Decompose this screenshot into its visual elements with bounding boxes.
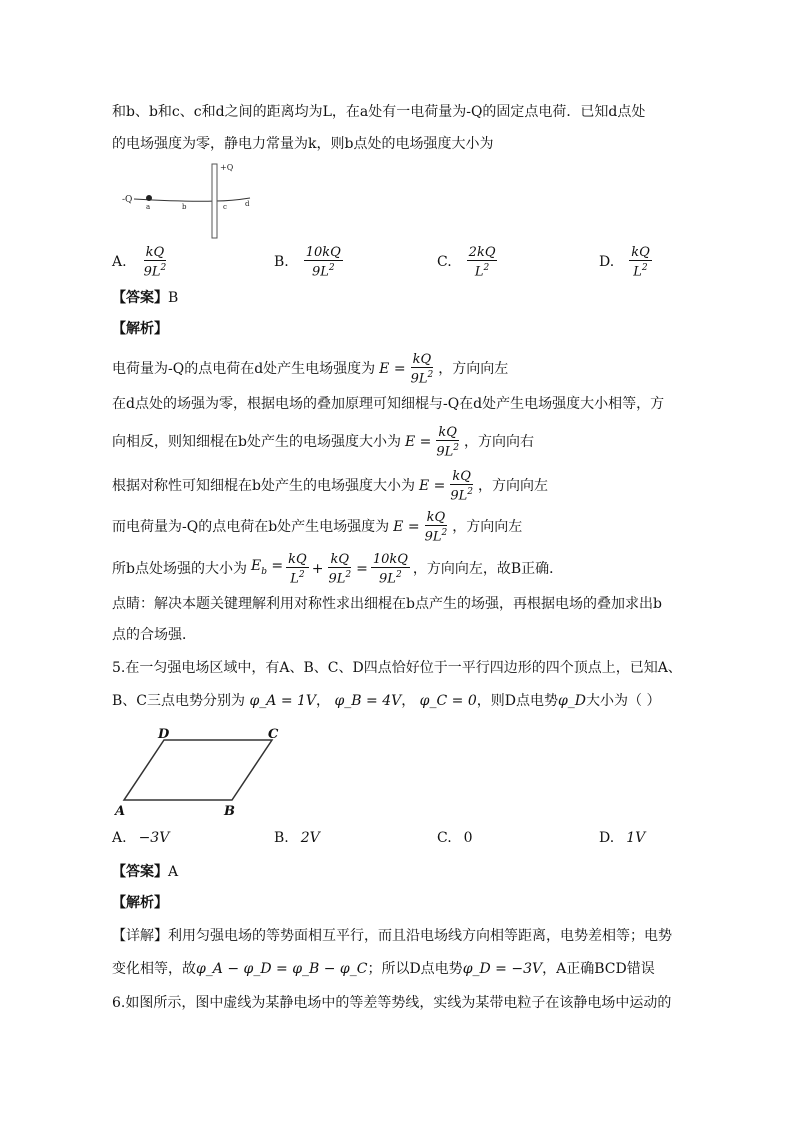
point-b-label: b bbox=[182, 203, 187, 211]
q4-tip-line-2: 点的合场强． bbox=[112, 627, 196, 643]
q4-analysis-heading: 【解析】 bbox=[112, 321, 168, 337]
point-a-label: a bbox=[146, 203, 151, 211]
q4-analysis-s5: 而电荷量为-Q的点电荷在b处产生电场强度为 E = $\frac{kQ}{9L^2}$ ，方向向左 bbox=[112, 510, 523, 545]
q4-option-c: C. $\frac{2kQ}{L^2}$ bbox=[437, 245, 496, 280]
intro-line-1: 和b、b和c、c和d之间的距离均为L，在a处有一电荷量为-Q的固定点电荷．已知d点处 bbox=[112, 104, 646, 120]
q5-detail-line-1: 【详解】利用匀强电场的等势面相互平行，而且沿电场线方向相等距离，电势差相等；电势 bbox=[112, 928, 672, 944]
rod-label: +Q bbox=[220, 163, 234, 172]
q5-answer: 【答案】A bbox=[112, 864, 179, 880]
vertex-b-label: B bbox=[224, 804, 235, 819]
vertex-c-label: C bbox=[268, 727, 279, 742]
q5-line-2: B、C三点电势分别为 φ_A = 1V， φ_B = 4V， φ_C = 0，则D点电势φ_D大小为（ ） bbox=[112, 693, 661, 709]
point-c-label: c bbox=[223, 203, 227, 211]
q4-analysis-s1: 电荷量为-Q的点电荷在d处产生电场强度为 E = $\frac{kQ}{9L^2}$ ，方向向左 bbox=[112, 352, 509, 387]
figure-parallelogram bbox=[112, 726, 292, 822]
vertex-a-label: A bbox=[115, 804, 126, 819]
q4-tip-line-1: 点睛：解决本题关键理解利用对称性求出细棍在b点产生的场强，再根据电场的叠加求出b bbox=[112, 596, 662, 612]
q5-analysis-heading: 【解析】 bbox=[112, 895, 168, 911]
q4-analysis-s2: 在d点处的场强为零，根据电场的叠加原理可知细棍与-Q在d处产生电场强度大小相等，方 bbox=[112, 396, 665, 412]
q5-option-d: D. 1V bbox=[599, 830, 646, 846]
q4-option-d: D. $\frac{kQ}{L^2}$ bbox=[599, 245, 650, 280]
q5-option-b: B. 2V bbox=[274, 830, 320, 846]
q6-line-1: 6.如图所示，图中虚线为某静电场中的等差等势线，实线为某带电粒子在该静电场中运动的 bbox=[112, 995, 672, 1011]
q4-answer: 【答案】B bbox=[112, 290, 179, 306]
q5-option-c: C. 0 bbox=[437, 830, 473, 846]
q4-analysis-s4: 根据对称性可知细棍在b处产生的电场强度大小为 E = $\frac{kQ}{9L^2}$ ，方向向左 bbox=[112, 469, 549, 504]
q4-analysis-s3: 向相反，则知细棍在b处产生的电场强度大小为 E = $\frac{kQ}{9L^2}$ ，方向向右 bbox=[112, 425, 535, 460]
charge-label: -Q bbox=[122, 195, 133, 205]
figure-charge-rod bbox=[116, 158, 266, 244]
q5-line-1: 5.在一匀强电场区域中，有A、B、C、D四点恰好位于一平行四边形的四个顶点上，已知A、 bbox=[112, 660, 682, 676]
q4-analysis-s6: 所b点处场强的大小为 $E_b$ = $\frac{kQ}{L^2}$ + $\frac{kQ}{9L^2}$ = $\frac{10kQ}{9L^2}$ ，方向向左，故B正确． bbox=[112, 552, 564, 587]
vertex-d-label: D bbox=[158, 727, 170, 742]
q5-detail-line-2: 变化相等，故φ_A − φ_D = φ_B − φ_C；所以D点电势φ_D = −3V，A正确BCD错误 bbox=[112, 961, 655, 977]
point-d-label: d bbox=[245, 200, 250, 208]
q5-option-a: A. −3V bbox=[112, 830, 170, 846]
q4-option-a: A. $\frac{kQ}{9L^2}$ bbox=[112, 245, 167, 280]
q4-option-b: B. $\frac{10kQ}{9L^2}$ bbox=[274, 245, 341, 280]
intro-line-2: 的电场强度为零，静电力常量为k，则b点处的电场强度大小为 bbox=[112, 136, 494, 152]
